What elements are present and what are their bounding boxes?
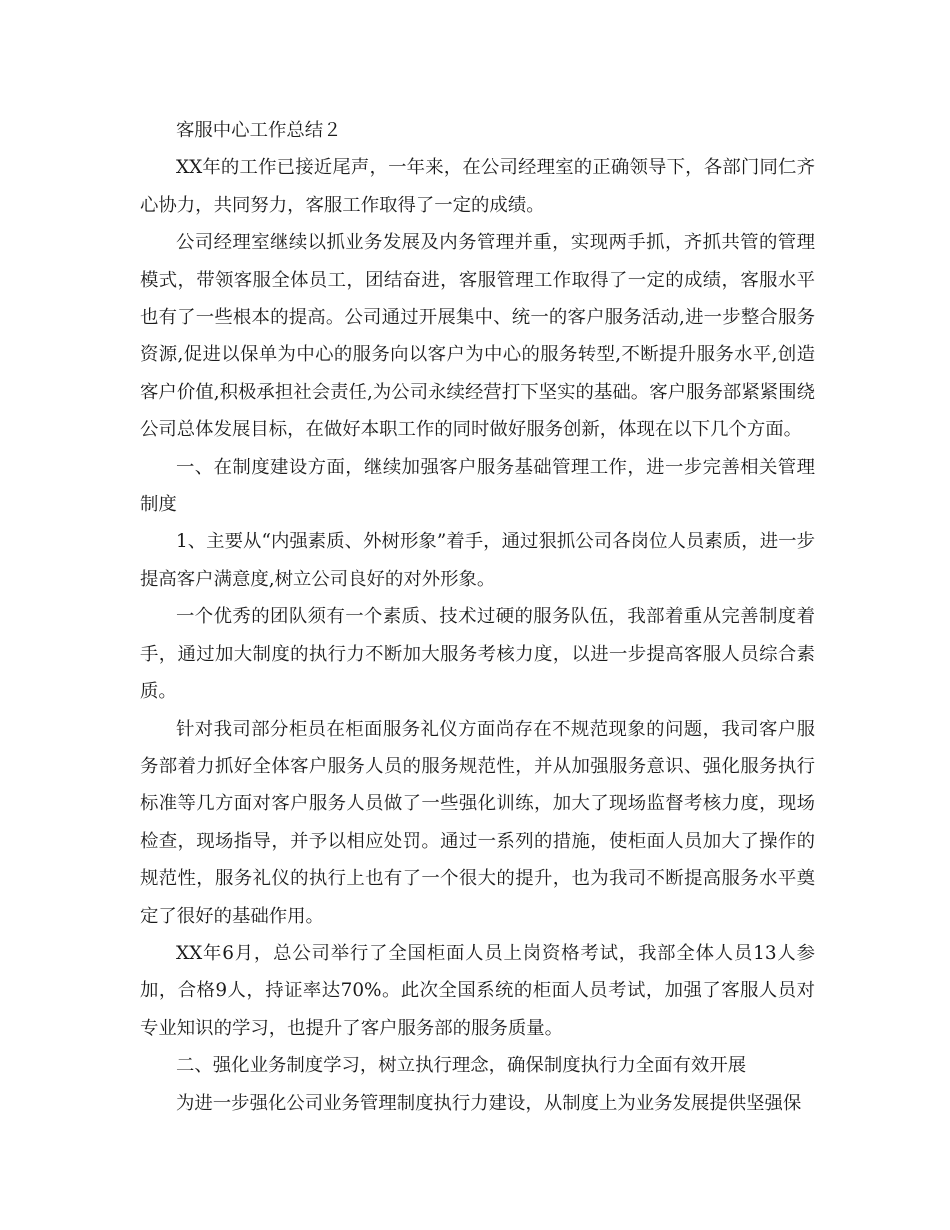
paragraph-exam: XX年6月，总公司举行了全国柜面人员上岗资格考试，我部全体人员13人参加，合格9人，持证率达70%。此次全国系统的柜面人员考试，加强了客服人员对专业知识的学习，也提升了客户服务部的服务质量。 bbox=[140, 942, 815, 1039]
document-title: 客服中心工作总结２ bbox=[176, 120, 342, 141]
paragraph-counter-service: 针对我司部分柜员在柜面服务礼仪方面尚存在不规范现象的问题，我司客户服务部着力抓好全体客户服务人员的服务规范性，并从加强服务意识、强化服务执行标准等几方面对客户服务人员做了一些强化训练，加大了现场监督考核力度，现场检查，现场指导，并予以相应处罚。通过一系列的措施，使柜面人员加大了操作的规范性，服务礼仪的执行上也有了一个很大的提升，也为我司不断提高服务水平奠定了很好的基础作用。 bbox=[140, 718, 815, 927]
section-heading-2: 二、强化业务制度学习，树立执行理念，确保制度执行力全面有效开展 bbox=[176, 1055, 747, 1077]
paragraph-management: 公司经理室继续以抓业务发展及内务管理并重，实现两手抓，齐抓共管的管理模式，带领客服全体员工，团结奋进，客服管理工作取得了一定的成绩，客服水平也有了一些根本的提高。公司通过开展集中、统一的客户服务活动,进一步整合服务资源,促进以保单为中心的服务向以客户为中心的服务转型,不断提升服务水平,创造客户价值,积极承担社会责任,为公司永续经营打下坚实的基础。客户服务部紧紧围绕公司总体发展目标，在做好本职工作的同时做好服务创新，体现在以下几个方面。 bbox=[140, 232, 815, 441]
paragraph-intro: XX年的工作已接近尾声，一年来，在公司经理室的正确领导下，各部门同仁齐心协力，共同努力，客服工作取得了一定的成绩。 bbox=[140, 157, 815, 216]
paragraph-execution: 为进一步强化公司业务管理制度执行力建设，从制度上为业务发展提供坚强保 bbox=[176, 1092, 802, 1114]
paragraph-point-1: 1、主要从“内强素质、外树形象”着手，通过狠抓公司各岗位人员素质，进一步提高客户满意度,树立公司良好的对外形象。 bbox=[140, 531, 815, 590]
paragraph-team: 一个优秀的团队须有一个素质、技术过硬的服务队伍，我部着重从完善制度着手，通过加大制度的执行力不断加大服务考核力度，以进一步提高客服人员综合素质。 bbox=[140, 606, 815, 703]
section-heading-1: 一、在制度建设方面，继续加强客户服务基础管理工作，进一步完善相关管理制度 bbox=[140, 456, 815, 516]
document-page bbox=[140, 112, 815, 1122]
